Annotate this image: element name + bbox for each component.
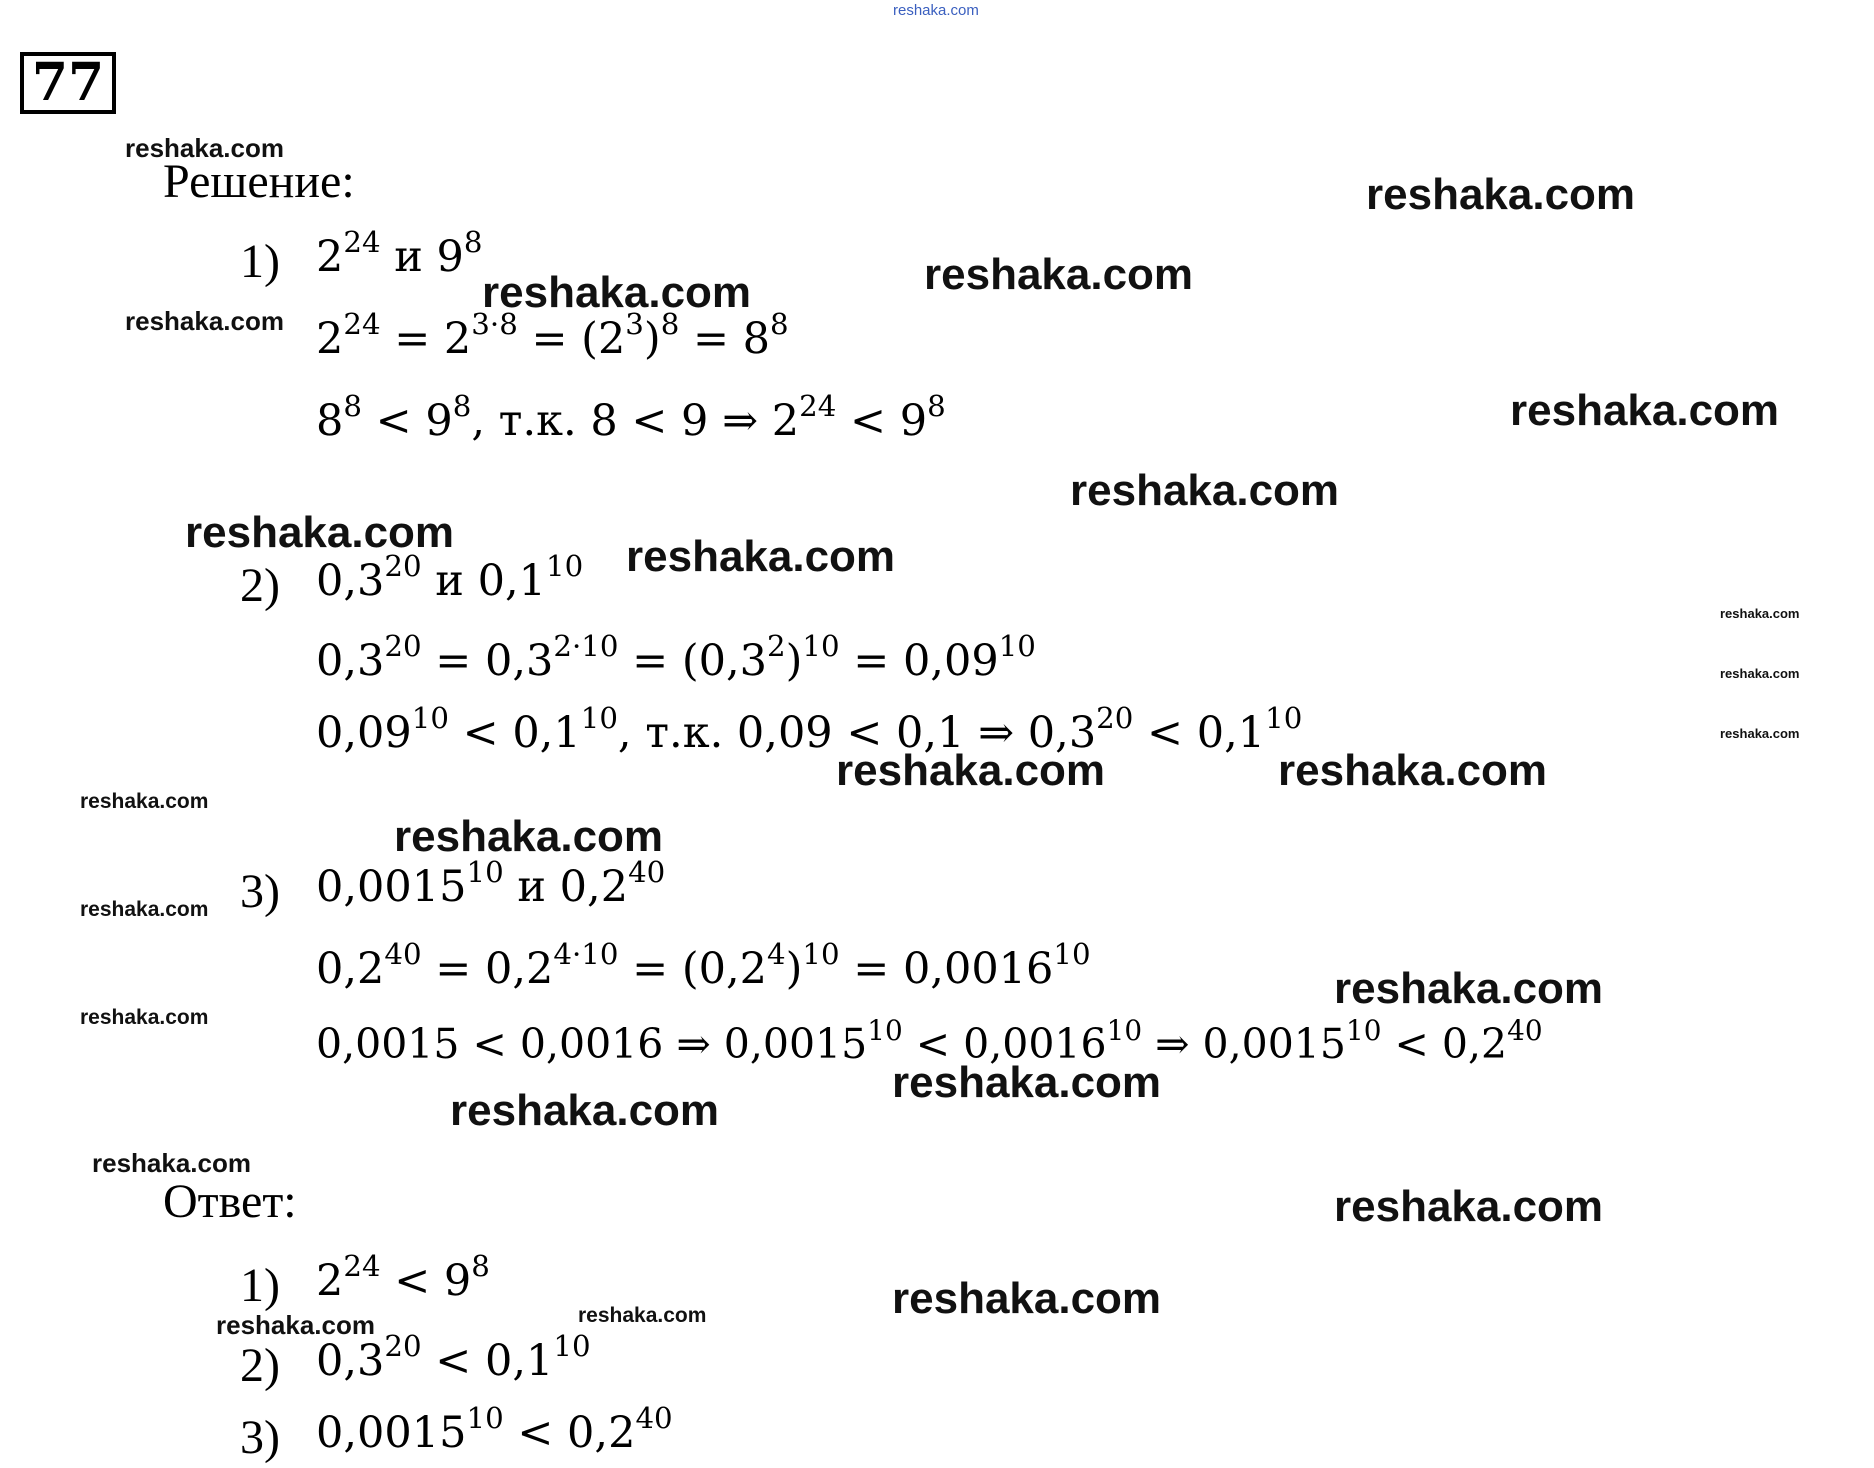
watermark: reshaka.com [1070, 466, 1340, 515]
math-text: = 0,3 [421, 636, 554, 686]
exponent: 8 [343, 389, 362, 424]
watermark: reshaka.com [1334, 1182, 1604, 1231]
watermark: reshaka.com [892, 1058, 1162, 1107]
math-text: = (0,2 [618, 944, 767, 994]
math-text: 8 [316, 396, 344, 446]
math-text: и 9 [380, 232, 464, 282]
watermark: reshaka.com [1720, 726, 1800, 741]
watermark: reshaka.com [125, 133, 284, 163]
exponent: 2·10 [553, 629, 619, 664]
math-text: ⇒ 0,0015 [1142, 1020, 1346, 1068]
math-text: < 9 [361, 396, 453, 446]
part-1-line-2 [316, 389, 946, 446]
math-text: и 0,1 [421, 556, 546, 606]
watermark: reshaka.com [1720, 606, 1800, 621]
math-text: 0,3 [316, 556, 385, 606]
exponent: 10 [411, 701, 449, 736]
math-text: = 0,0016 [839, 944, 1054, 994]
math-text: = 8 [679, 314, 771, 364]
watermark: reshaka.com [80, 898, 209, 921]
watermark: reshaka.com [482, 268, 752, 317]
exponent: 10 [553, 1329, 591, 1364]
math-text: и 0,2 [503, 862, 629, 912]
problem-number: 77 [20, 52, 116, 114]
exponent: 10 [466, 1401, 504, 1436]
part-2-line-2 [316, 701, 1303, 758]
math-text: < 0,1 [421, 1336, 554, 1386]
math-text: 2 [316, 314, 344, 364]
exponent: 10 [580, 701, 618, 736]
exponent: 20 [1096, 701, 1134, 736]
math-text: 2 [316, 1256, 344, 1306]
math-text: < 0,0016 [902, 1020, 1107, 1068]
math-text: 0,0015 [316, 1408, 467, 1458]
math-text: ) [785, 944, 803, 994]
watermark: reshaka.com [924, 250, 1194, 299]
exponent: 40 [1507, 1014, 1543, 1047]
exponent: 10 [802, 629, 840, 664]
math-text: = (0,3 [618, 636, 767, 686]
watermark: reshaka.com [1334, 964, 1604, 1013]
exponent: 4 [766, 937, 786, 972]
watermark: reshaka.com [450, 1086, 720, 1135]
exponent: 8 [770, 307, 789, 342]
math-text: 0,09 [316, 708, 412, 758]
watermark: reshaka.com [1720, 666, 1800, 681]
math-text: 2 [316, 232, 344, 282]
exponent: 10 [998, 629, 1036, 664]
answer-heading: Ответ: [163, 1175, 297, 1228]
solution-heading: Решение: [163, 155, 355, 208]
part-2-line-1 [316, 629, 1036, 686]
exponent: 20 [384, 1329, 422, 1364]
watermark: reshaka.com [1510, 386, 1780, 435]
answer-3-expr [316, 1401, 673, 1458]
part-3-label: 3) [240, 865, 280, 918]
exponent: 10 [545, 549, 584, 584]
watermark: reshaka.com [80, 1006, 209, 1029]
answer-2-expr [316, 1329, 591, 1386]
math-text: ) [643, 314, 661, 364]
math-text: < 9 [380, 1256, 472, 1306]
answer-1-label: 1) [240, 1259, 280, 1312]
math-text: < 0,1 [448, 708, 581, 758]
part-1-label: 1) [240, 235, 280, 288]
exponent: 8 [452, 389, 472, 424]
math-text: 0,2 [316, 944, 385, 994]
exponent: 20 [384, 549, 422, 584]
answer-3-label: 3) [240, 1411, 280, 1464]
math-text: ) [785, 636, 803, 686]
watermark: reshaka.com [80, 790, 209, 813]
math-text: 0,3 [316, 636, 385, 686]
math-text: 0,0015 [316, 862, 467, 912]
exponent: 3 [625, 307, 644, 342]
exponent: 40 [628, 855, 666, 890]
watermark: reshaka.com [394, 812, 664, 861]
math-text: < 0,1 [1133, 708, 1266, 758]
watermark: reshaka.com [1278, 746, 1548, 795]
watermark: reshaka.com [92, 1148, 251, 1178]
watermark: reshaka.com [578, 1304, 707, 1327]
watermark: reshaka.com [125, 306, 284, 336]
part-2-title [316, 549, 584, 606]
exponent: 24 [343, 1249, 381, 1284]
exponent: 10 [1053, 937, 1091, 972]
exponent: 8 [463, 225, 483, 260]
exponent: 10 [466, 855, 504, 890]
exponent: 24 [799, 389, 837, 424]
exponent: 20 [384, 629, 422, 664]
math-text: = 2 [380, 314, 472, 364]
watermark: reshaka.com [626, 532, 896, 581]
exponent: 4·10 [553, 937, 619, 972]
exponent: 10 [1265, 701, 1303, 736]
math-text: = 0,09 [839, 636, 999, 686]
watermark: reshaka.com [185, 508, 455, 557]
watermark: reshaka.com [892, 1274, 1162, 1323]
watermark: reshaka.com [836, 746, 1106, 795]
math-text: < 0,2 [1381, 1020, 1508, 1068]
exponent: 10 [867, 1014, 903, 1047]
watermark: reshaka.com [893, 2, 979, 19]
exponent: 24 [343, 307, 381, 342]
math-text: 0,0015 < 0,0016 ⇒ 0,0015 [316, 1020, 868, 1068]
watermark: reshaka.com [216, 1310, 375, 1340]
part-3-title [316, 855, 666, 912]
exponent: 24 [343, 225, 381, 260]
math-text: < 0,2 [503, 1408, 636, 1458]
answer-1-expr [316, 1249, 490, 1306]
math-text: , т.к. 0,09 < 0,1 ⇒ 0,3 [617, 708, 1097, 758]
exponent: 2 [766, 629, 786, 664]
math-text: < 9 [836, 396, 928, 446]
math-text: 0,3 [316, 1336, 385, 1386]
part-3-line-1 [316, 937, 1091, 994]
watermark: reshaka.com [1366, 170, 1636, 219]
math-text: = 0,2 [421, 944, 554, 994]
exponent: 10 [802, 937, 840, 972]
exponent: 40 [384, 937, 422, 972]
part-1-line-1 [316, 307, 789, 364]
exponent: 8 [927, 389, 946, 424]
part-2-label: 2) [240, 559, 280, 612]
exponent: 8 [660, 307, 680, 342]
exponent: 40 [635, 1401, 673, 1436]
math-text: , т.к. 8 < 9 ⇒ 2 [471, 396, 800, 446]
answer-2-label: 2) [240, 1339, 280, 1392]
math-text: = (2 [517, 314, 626, 364]
part-1-title [316, 225, 483, 282]
exponent: 10 [1106, 1014, 1143, 1047]
exponent: 3·8 [471, 307, 518, 342]
exponent: 8 [471, 1249, 490, 1284]
exponent: 10 [1345, 1014, 1382, 1047]
